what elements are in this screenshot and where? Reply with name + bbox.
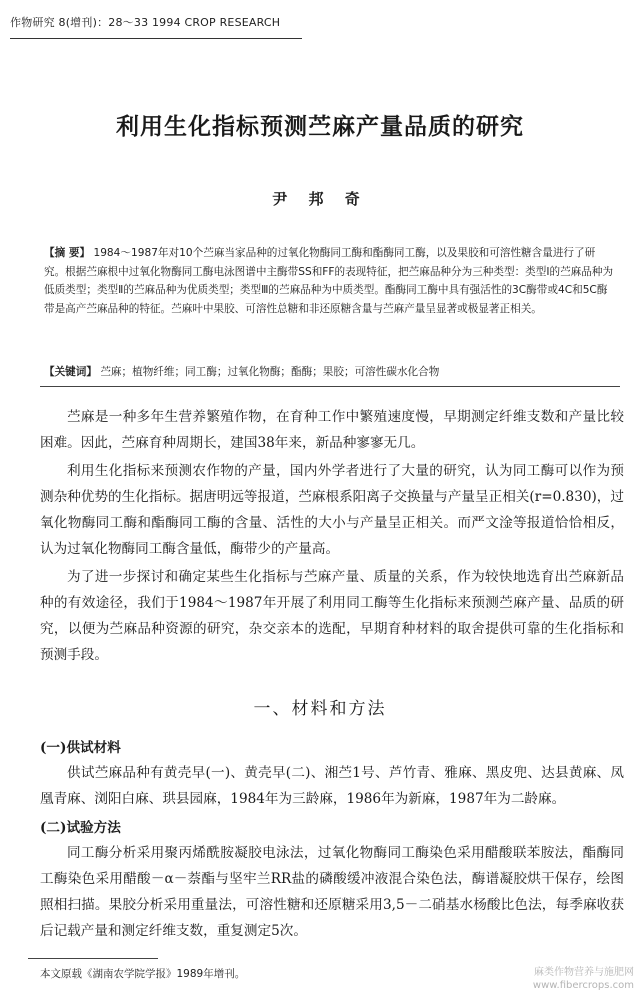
- paragraph-intro-2: 利用生化指标来预测农作物的产量，国内外学者进行了大量的研究，认为同工酶可以作为预测杂种优势的生化指标。据唐明远等报道，苎麻根系阳离子交换量与产量呈正相关(r=0.830)，过氧化物酶同工酶和酯酶同工酶的含量、活性的大小与产量呈正相关。而严文淦等报道恰恰相反，认为过氧化物酶同工酶含量低，酶带少的产量高。: [40, 463, 624, 557]
- footnote: 本文原载《湖南农学院学报》1989年增刊。: [40, 968, 246, 980]
- keywords: [44, 364, 616, 380]
- paragraph-intro-1: 苎麻是一种多年生营养繁殖作物，在育种工作中繁殖速度慢，早期测定纤维支数和产量比较困难。因此，苎麻育种周期长，建国38年来，新品种寥寥无几。: [40, 409, 624, 451]
- section-title: 一、材料和方法: [253, 699, 387, 719]
- abstract: [44, 244, 616, 318]
- keywords-text: 苎麻；植物纤维；同工酶；过氧化物酶；酯酶；果胶；可溶性碳水化合物: [100, 366, 440, 378]
- keywords-label: 【关键词】: [44, 366, 97, 378]
- header-rule: [10, 38, 302, 39]
- watermark-line-1: 麻类作物营养与施肥网: [534, 967, 634, 978]
- paragraph-methods: 同工酶分析采用聚丙烯酰胺凝胶电泳法，过氧化物酶同工酶染色采用醋酸联苯胺法，酯酶同工酶染色采用醋酸－α－萘酯与坚牢兰RR盐的磷酸缓冲液混合染色法，酶谱凝胶烘干保存，绘图照相扫描。果胶分析采用重量法，可溶性糖和还原糖采用3,5－二硝基水杨酸比色法，每季麻收获后记载产量和测定纤维支数，重复测定5次。: [40, 845, 624, 939]
- footnote-rule: [28, 958, 158, 959]
- watermark-line-2: www.fibercrops.com: [532, 980, 634, 991]
- watermark: [533, 966, 634, 992]
- abstract-text: 1984～1987年对10个苎麻当家品种的过氧化物酶同工酶和酯酶同工酶，以及果胶和可溶性糖含量进行了研究。根据苎麻根中过氧化物酶同工酶电泳图谱中主酶带SS和FF的表现特征，把苎麻品种分为三种类型：类型Ⅰ的苎麻品种为低质类型；类型Ⅱ的苎麻品种为优质类型；类型Ⅲ的苎麻品种为中质类型。酯酶同工酶中具有强活性的3C酶带或4C和5C酶带是高产苎麻品种的特征。苎麻叶中果胶、可溶性总糖和非还原糖含量与苎麻产量呈显著或极显著正相关。: [44, 247, 614, 315]
- abstract-rule: [40, 386, 620, 387]
- paragraph-intro-3: 为了进一步探讨和确定某些生化指标与苎麻产量、质量的关系，作为较快地选育出苎麻新品种的有效途径，我们于1984～1987年开展了利用同工酶等生化指标来预测苎麻产量、品质的研究，以便为苎麻品种资源的研究，杂交亲本的选配，早期育种材料的取舍提供可靠的生化指标和预测手段。: [40, 569, 624, 663]
- paragraph-materials: 供试苎麻品种有黄壳早(一)、黄壳早(二)、湘苎1号、芦竹青、雅麻、黑皮兜、达县黄麻、凤凰青麻、浏阳白麻、珙县园麻，1984年为三龄麻，1986年为新麻，1987年为二龄麻。: [40, 765, 624, 807]
- running-head: 作物研究 8(增刊)：28～33 1994 CROP RESEARCH: [10, 16, 281, 29]
- subsection-methods: (二)试验方法: [40, 820, 121, 836]
- author: 尹 邦 奇: [272, 190, 368, 208]
- paper-title: 利用生化指标预测苎麻产量品质的研究: [116, 114, 524, 140]
- subsection-materials: (一)供试材料: [40, 740, 121, 756]
- abstract-label: 【摘 要】: [44, 247, 91, 259]
